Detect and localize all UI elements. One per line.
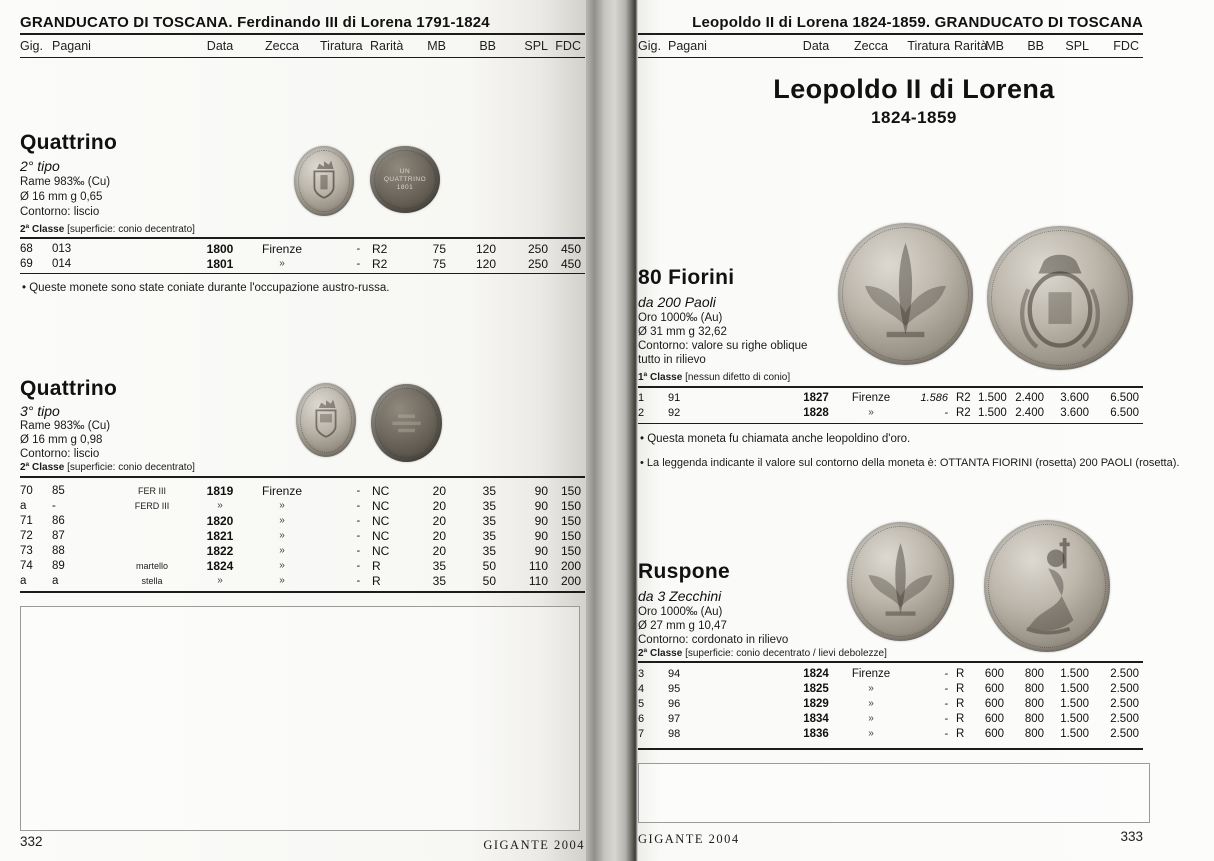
cell-rarita: R2 (956, 391, 971, 404)
cell-pagani: 014 (52, 257, 72, 270)
price-table-80fiorini (638, 390, 1143, 420)
left-column-header (20, 39, 585, 53)
classe-note-row (638, 372, 790, 383)
cell-data: 1801 (206, 256, 234, 271)
page-number-right: 333 (1120, 829, 1143, 844)
cell-pagani: 95 (668, 682, 681, 695)
cell-zecca: » (868, 407, 874, 418)
classe-note-row (20, 224, 195, 235)
cell-data: 1824 (206, 558, 234, 573)
cell-fdc: 450 (560, 241, 581, 256)
cell-gig: 1 (638, 391, 645, 404)
cell-tiratura: - (356, 544, 360, 557)
cell-tiratura: - (356, 514, 360, 527)
cell-mb: 1.500 (978, 406, 1007, 419)
footnote-leggenda: • La leggenda indicante il valore sul contorno della moneta è: OTTANTA FIORINI (rosetta) 200 PAOLI (rosetta). (640, 457, 1180, 469)
crowned-arms-icon (987, 226, 1133, 370)
cell-pagani: 86 (52, 514, 65, 527)
classe-label: 2ª Classe (20, 462, 65, 473)
spec-edge: Contorno: liscio (20, 206, 100, 218)
classe-rule (20, 237, 585, 239)
cell-variant: FERD III (134, 500, 170, 511)
cell-bb: 50 (482, 558, 496, 573)
table-row (638, 390, 1143, 405)
coin-legend-line1: UN (399, 168, 411, 175)
classe-rule (638, 386, 1143, 388)
cell-spl: 90 (534, 528, 548, 543)
cell-bb: 35 (482, 528, 496, 543)
cell-tiratura: - (356, 499, 360, 512)
section-title-80-fiorini: 80 Fiorini (638, 266, 735, 289)
col-header-pagani: Pagani (668, 39, 707, 53)
cell-tiratura: - (944, 667, 948, 680)
col-header-spl: SPL (1065, 39, 1089, 53)
cell-spl: 110 (528, 573, 548, 588)
cell-tiratura: - (944, 727, 948, 740)
cell-fdc: 150 (560, 513, 581, 528)
spec-edge: Contorno: valore su righe oblique (638, 340, 808, 352)
cell-mb: 20 (432, 528, 446, 543)
coin-photo-ruspone-obverse (847, 522, 954, 641)
col-header-spacer (108, 39, 196, 53)
florentine-lily-icon (847, 522, 954, 641)
coin-legend-text (370, 146, 440, 213)
cell-spl: 1.500 (1060, 727, 1089, 740)
col-header-tiratura: Tiratura (320, 39, 363, 53)
cell-fdc: 2.500 (1110, 667, 1139, 680)
cell-zecca: » (279, 515, 285, 526)
coin-legend-line3: 1801 (396, 184, 414, 191)
classe-note-row (20, 462, 195, 473)
cell-gig: 3 (638, 667, 645, 680)
cell-fdc: 2.500 (1110, 727, 1139, 740)
cell-zecca: » (279, 500, 285, 511)
col-header-tiratura: Tiratura (907, 39, 950, 53)
cell-gig: 73 (20, 544, 33, 557)
coin-photo-quattrino3-reverse (371, 384, 442, 462)
col-header-bb: BB (479, 39, 496, 53)
cell-rarita: R (956, 667, 965, 680)
cell-zecca: » (279, 545, 285, 556)
classe-rule (638, 661, 1143, 663)
col-header-gig: Gig. (638, 39, 661, 53)
cell-variant: FER III (137, 485, 166, 496)
cell-fdc: 150 (560, 528, 581, 543)
col-header-rarita: Rarità (370, 39, 404, 53)
cell-rarita: R2 (372, 256, 388, 271)
table-bottom-rule (20, 273, 585, 274)
spec-edge-2: tutto in rilievo (638, 354, 706, 366)
cell-rarita: R (956, 727, 965, 740)
cell-tiratura: - (356, 242, 360, 255)
cell-mb: 600 (984, 697, 1004, 710)
coin-legend-line2: QUATTRINO (383, 176, 427, 183)
cell-spl: 90 (534, 513, 548, 528)
empty-notes-box (638, 763, 1150, 823)
classe-bracket-note: [superficie: conio decentrato / lievi debolezze] (685, 648, 887, 659)
cell-gig: 2 (638, 406, 645, 419)
cell-mb: 1.500 (978, 391, 1007, 404)
cell-gig: a (20, 499, 27, 512)
left-title-rule (20, 33, 585, 35)
cell-bb: 50 (482, 573, 496, 588)
cell-zecca: Firenze (851, 391, 891, 404)
table-bottom-rule (638, 423, 1143, 424)
cell-tiratura: - (356, 529, 360, 542)
table-row (638, 405, 1143, 420)
cell-rarita: R (956, 697, 965, 710)
seated-saint-icon (984, 520, 1110, 652)
cell-fdc: 200 (560, 558, 581, 573)
section-subtitle: da 3 Zecchini (638, 588, 722, 604)
cell-tiratura: 1.586 (920, 391, 948, 404)
cell-mb: 35 (432, 573, 446, 588)
cell-bb: 2.400 (1015, 391, 1044, 404)
cell-mb: 600 (984, 712, 1004, 725)
florentine-lily-icon (838, 223, 973, 365)
cell-spl: 90 (534, 483, 548, 498)
cell-fdc: 450 (560, 256, 581, 271)
cell-spl: 1.500 (1060, 682, 1089, 695)
cell-tiratura: - (944, 406, 948, 419)
cell-data: 1836 (803, 727, 829, 740)
table-row (638, 681, 1143, 696)
cell-gig: a (20, 574, 27, 587)
cell-rarita: NC (372, 483, 390, 498)
cell-pagani: 85 (52, 484, 65, 497)
cell-tiratura: - (356, 257, 360, 270)
empty-notes-box (20, 606, 580, 831)
spec-size: Ø 27 mm g 10,47 (638, 620, 727, 632)
classe-bracket-note: [superficie: conio decentrato] (67, 224, 195, 235)
cell-pagani: 88 (52, 544, 65, 557)
coin-photo-quattrino2-reverse (370, 146, 440, 213)
cell-fdc: 150 (560, 498, 581, 513)
cell-mb: 75 (432, 256, 446, 271)
cell-zecca: » (868, 698, 874, 709)
cell-data: 1825 (803, 682, 829, 695)
col-header-data: Data (206, 39, 234, 53)
table-row (20, 483, 585, 498)
shield-motif-icon (294, 146, 354, 216)
cell-fdc: 200 (560, 573, 581, 588)
right-header-rule (638, 57, 1143, 58)
cell-fdc: 150 (560, 543, 581, 558)
col-header-rarita: Rarità (954, 39, 988, 53)
cell-data: » (217, 500, 223, 511)
cell-zecca: » (868, 728, 874, 739)
cell-pagani: - (52, 499, 56, 512)
chapter-title: Leopoldo II di Lorena (773, 74, 1055, 104)
shield-motif-icon (296, 383, 356, 457)
cell-pagani: 97 (668, 712, 681, 725)
cell-gig: 71 (20, 514, 33, 527)
coin-photo-80fiorini-reverse (987, 226, 1133, 370)
cell-spl: 110 (528, 558, 548, 573)
cell-zecca: » (868, 683, 874, 694)
page-number-left: 332 (20, 834, 43, 849)
cell-pagani: 92 (668, 406, 681, 419)
cell-gig: 4 (638, 682, 645, 695)
classe-note-row (638, 648, 887, 659)
table-row (20, 256, 585, 271)
cell-spl: 90 (534, 498, 548, 513)
cell-data: 1824 (803, 667, 829, 680)
cell-gig: 70 (20, 484, 33, 497)
coin-photo-quattrino3-obverse (296, 383, 356, 457)
price-table-quattrino2 (20, 241, 585, 271)
cell-tiratura: - (356, 574, 360, 587)
col-header-zecca: Zecca (853, 39, 889, 53)
cell-bb: 35 (482, 483, 496, 498)
classe-label: 2ª Classe (638, 648, 683, 659)
cell-pagani: 013 (52, 242, 72, 255)
worn-legend-motif-icon (371, 384, 442, 462)
cell-rarita: R (956, 712, 965, 725)
section-subtitle: 2° tipo (20, 158, 60, 174)
cell-data: 1820 (206, 513, 234, 528)
table-bottom-rule (638, 748, 1143, 750)
table-bottom-rule (20, 591, 585, 593)
spec-edge: Contorno: cordonato in rilievo (638, 634, 789, 646)
col-header-spacer (716, 39, 794, 53)
cell-pagani: 94 (668, 667, 681, 680)
cell-spl: 3.600 (1060, 406, 1089, 419)
cell-bb: 120 (475, 256, 496, 271)
cell-mb: 75 (432, 241, 446, 256)
cell-rarita: NC (372, 528, 390, 543)
col-header-mb: MB (985, 39, 1004, 53)
cell-data: 1800 (206, 241, 234, 256)
cell-fdc: 2.500 (1110, 697, 1139, 710)
classe-rule (20, 476, 585, 478)
cell-bb: 35 (482, 498, 496, 513)
cell-bb: 120 (475, 241, 496, 256)
table-row (20, 241, 585, 256)
right-header-title: Leopoldo II di Lorena 1824-1859. GRANDUCATO DI TOSCANA (692, 14, 1143, 31)
cell-zecca: » (279, 258, 285, 269)
classe-label: 2ª Classe (20, 224, 65, 235)
cell-zecca: » (279, 575, 285, 586)
cell-variant: stella (141, 575, 163, 586)
cell-spl: 1.500 (1060, 712, 1089, 725)
right-title-rule (638, 33, 1143, 35)
cell-pagani: 98 (668, 727, 681, 740)
coin-photo-ruspone-reverse (984, 520, 1110, 652)
price-table-ruspone (638, 666, 1143, 741)
left-header-title: GRANDUCATO DI TOSCANA. Ferdinando III di Lorena 1791-1824 (20, 14, 490, 31)
classe-label: 1ª Classe (638, 372, 683, 383)
spec-metal: Rame 983‰ (Cu) (20, 420, 111, 432)
cell-data: 1834 (803, 712, 829, 725)
cell-bb: 2.400 (1015, 406, 1044, 419)
section-title-ruspone: Ruspone (638, 560, 730, 583)
classe-bracket-note: [nessun difetto di conio] (685, 372, 791, 383)
cell-zecca: Firenze (261, 241, 302, 256)
publisher-footer-left: GIGANTE 2004 (483, 838, 585, 852)
cell-pagani: a (52, 574, 59, 587)
col-header-mb: MB (427, 39, 446, 53)
cell-tiratura: - (944, 712, 948, 725)
spec-edge: Contorno: liscio (20, 448, 100, 460)
cell-data: 1827 (803, 391, 829, 404)
cell-pagani: 89 (52, 559, 65, 572)
cell-mb: 35 (432, 558, 446, 573)
cell-gig: 6 (638, 712, 645, 725)
cell-spl: 1.500 (1060, 697, 1089, 710)
right-column-header (638, 39, 1143, 53)
cell-rarita: R (372, 558, 381, 573)
cell-zecca: » (279, 560, 285, 571)
section-title-quattrino-3: Quattrino (20, 377, 118, 400)
cell-mb: 600 (984, 667, 1004, 680)
cell-bb: 800 (1024, 667, 1044, 680)
table-row (20, 498, 585, 513)
cell-spl: 1.500 (1060, 667, 1089, 680)
left-header-rule (20, 57, 585, 58)
cell-spl: 3.600 (1060, 391, 1089, 404)
coin-photo-quattrino2-obverse (294, 146, 354, 216)
spec-size: Ø 31 mm g 32,62 (638, 326, 727, 338)
cell-rarita: NC (372, 498, 390, 513)
cell-fdc: 6.500 (1110, 391, 1139, 404)
cell-spl: 250 (527, 241, 548, 256)
cell-rarita: R2 (956, 406, 971, 419)
col-header-gig: Gig. (20, 39, 43, 53)
cell-gig: 7 (638, 727, 645, 740)
cell-zecca: » (868, 713, 874, 724)
cell-bb: 35 (482, 543, 496, 558)
cell-pagani: 91 (668, 391, 681, 404)
cell-zecca: » (279, 530, 285, 541)
cell-variant: martello (135, 560, 168, 571)
cell-mb: 600 (984, 682, 1004, 695)
cell-tiratura: - (356, 559, 360, 572)
classe-bracket-note: [superficie: conio decentrato] (67, 462, 195, 473)
cell-tiratura: - (944, 697, 948, 710)
cell-data: » (217, 575, 223, 586)
cell-bb: 800 (1024, 727, 1044, 740)
spec-metal: Oro 1000‰ (Au) (638, 312, 723, 324)
cell-mb: 20 (432, 483, 446, 498)
cell-bb: 800 (1024, 682, 1044, 695)
section-subtitle: 3° tipo (20, 403, 60, 419)
col-header-pagani: Pagani (52, 39, 91, 53)
cell-gig: 69 (20, 257, 33, 270)
spec-metal: Oro 1000‰ (Au) (638, 606, 723, 618)
table-row (638, 726, 1143, 741)
table-row (638, 711, 1143, 726)
spec-size: Ø 16 mm g 0,98 (20, 434, 103, 446)
price-table-quattrino3 (20, 483, 585, 588)
cell-bb: 800 (1024, 712, 1044, 725)
cell-data: 1821 (206, 528, 234, 543)
cell-rarita: NC (372, 543, 390, 558)
section-title-quattrino-2: Quattrino (20, 131, 118, 154)
col-header-fdc: FDC (555, 39, 581, 53)
footnote-austro-russa: • Queste monete sono state coniate durante l'occupazione austro-russa. (22, 282, 390, 294)
cell-rarita: R2 (372, 241, 388, 256)
cell-mb: 20 (432, 543, 446, 558)
col-header-data: Data (802, 39, 830, 53)
table-row (20, 528, 585, 543)
cell-gig: 72 (20, 529, 33, 542)
col-header-spl: SPL (524, 39, 548, 53)
cell-data: 1822 (206, 543, 234, 558)
cell-data: 1828 (803, 406, 829, 419)
footnote-leopoldino: • Questa moneta fu chiamata anche leopoldino d'oro. (640, 433, 911, 445)
cell-pagani: 87 (52, 529, 65, 542)
cell-tiratura: - (356, 484, 360, 497)
cell-bb: 800 (1024, 697, 1044, 710)
cell-spl: 90 (534, 543, 548, 558)
cell-gig: 68 (20, 242, 33, 255)
cell-rarita: NC (372, 513, 390, 528)
cell-fdc: 2.500 (1110, 712, 1139, 725)
cell-gig: 74 (20, 559, 33, 572)
coin-photo-80fiorini-obverse (838, 223, 973, 365)
cell-fdc: 2.500 (1110, 682, 1139, 695)
chapter-subtitle: 1824-1859 (871, 108, 957, 127)
cell-mb: 20 (432, 498, 446, 513)
cell-pagani: 96 (668, 697, 681, 710)
cell-zecca: Firenze (261, 483, 302, 498)
book-gutter-shadow (586, 0, 638, 861)
col-header-bb: BB (1027, 39, 1044, 53)
cell-mb: 20 (432, 513, 446, 528)
cell-data: 1829 (803, 697, 829, 710)
cell-gig: 5 (638, 697, 645, 710)
table-row (20, 573, 585, 588)
cell-data: 1819 (206, 483, 234, 498)
spec-size: Ø 16 mm g 0,65 (20, 191, 103, 203)
cell-rarita: R (956, 682, 965, 695)
table-row (638, 696, 1143, 711)
cell-bb: 35 (482, 513, 496, 528)
table-row (20, 513, 585, 528)
spec-metal: Rame 983‰ (Cu) (20, 176, 111, 188)
cell-tiratura: - (944, 682, 948, 695)
cell-spl: 250 (527, 256, 548, 271)
cell-fdc: 6.500 (1110, 406, 1139, 419)
col-header-zecca: Zecca (264, 39, 300, 53)
publisher-footer-right: GIGANTE 2004 (638, 832, 740, 846)
table-row (20, 558, 585, 573)
col-header-fdc: FDC (1113, 39, 1139, 53)
section-subtitle: da 200 Paoli (638, 294, 716, 310)
cell-rarita: R (372, 573, 381, 588)
table-row (638, 666, 1143, 681)
table-row (20, 543, 585, 558)
cell-mb: 600 (984, 727, 1004, 740)
cell-zecca: Firenze (851, 667, 891, 680)
cell-fdc: 150 (560, 483, 581, 498)
